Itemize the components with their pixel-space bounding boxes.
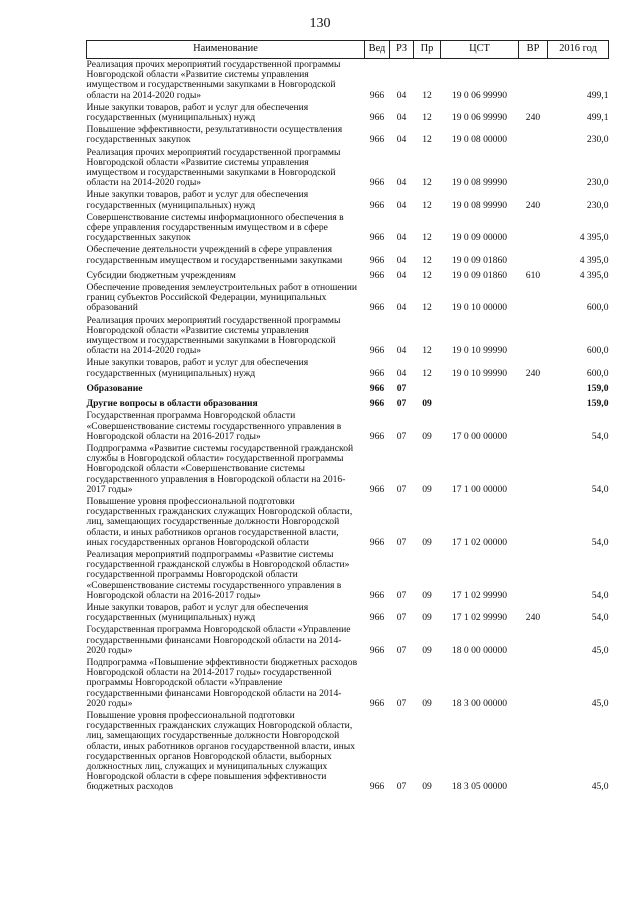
row-rz: 07 [396, 382, 407, 394]
row-cst: 19 0 08 99990 [451, 177, 508, 189]
table-header-row [87, 41, 609, 59]
row-name: Реализация прочих мероприятий государственной программы Новгородской области «Развитие системы управления имуществом и государственными закупками в Новгородской области на 2014-2020 годы» [86, 146, 341, 189]
row-ved: 966 [369, 398, 385, 410]
budget-table [86, 40, 609, 794]
row-rz: 07 [396, 781, 407, 793]
row-name: Государственная программа Новгородской области «Совершенствование системы государственного управления в Новгородской области на 2016-2017 годы» [86, 410, 342, 442]
row-ved: 966 [369, 430, 385, 442]
row-pr: 09 [422, 589, 432, 601]
row-cst: 19 0 10 99990 [451, 367, 508, 379]
table-row [87, 357, 609, 379]
row-pr: 09 [422, 536, 432, 548]
row-cst: 19 0 06 99990 [451, 112, 508, 124]
row-vr [519, 710, 548, 794]
row-cst [441, 380, 519, 395]
row-ved: 966 [369, 177, 385, 189]
table-row [87, 395, 609, 410]
header-pr: Пр [414, 41, 441, 59]
row-ved: 966 [369, 536, 385, 548]
table-row [87, 282, 609, 315]
row-amount: 54,0 [591, 483, 609, 495]
row-pr: 12 [422, 269, 432, 281]
row-vr [519, 410, 548, 443]
row-name: Субсидии бюджетным учреждениям [86, 269, 236, 281]
header-cst: ЦСТ [441, 41, 519, 59]
row-name: Подпрограмма «Повышение эффективности бюджетных расходов Новгородской области на 2014-2017 годы» государственной программы Новгородской области «Управление государственными финансами Новгородской области на 2014-2020 годы» [86, 656, 358, 709]
row-ved: 966 [369, 134, 385, 146]
row-amount: 600,0 [586, 367, 609, 379]
row-rz: 04 [396, 89, 407, 101]
row-pr: 09 [422, 781, 432, 793]
row-vr: 240 [525, 612, 541, 624]
row-vr [519, 496, 548, 549]
row-name: Иные закупки товаров, работ и услуг для обеспечения государственных (муниципальных) нужд [86, 101, 309, 124]
row-rz: 04 [396, 177, 407, 189]
table-row [87, 102, 609, 124]
row-pr: 12 [422, 112, 432, 124]
row-amount: 54,0 [591, 612, 609, 624]
row-rz: 04 [396, 199, 407, 211]
row-pr: 09 [422, 644, 432, 656]
page-number: 130 [309, 16, 331, 31]
row-ved: 966 [369, 199, 385, 211]
row-cst: 17 1 02 00000 [451, 536, 508, 548]
row-cst: 17 0 00 00000 [451, 430, 508, 442]
table-row [87, 657, 609, 710]
row-rz: 07 [396, 612, 407, 624]
table-row [87, 710, 609, 794]
row-pr: 12 [422, 232, 432, 244]
row-vr [519, 59, 548, 102]
header-name: Наименование [87, 41, 365, 59]
row-rz: 07 [396, 644, 407, 656]
row-vr [519, 395, 548, 410]
row-name: Реализация прочих мероприятий государственной программы Новгородской области «Развитие системы управления имуществом и государственными закупками в Новгородской области на 2014-2020 годы» [86, 59, 341, 101]
table-row [87, 267, 609, 282]
row-amount: 159,0 [586, 382, 609, 394]
row-cst: 17 1 00 00000 [451, 483, 508, 495]
row-rz: 04 [396, 302, 407, 314]
row-pr: 12 [422, 345, 432, 357]
row-ved: 966 [369, 589, 385, 601]
row-amount: 54,0 [591, 589, 609, 601]
table-row [87, 380, 609, 395]
row-amount: 4 395,0 [579, 232, 609, 244]
table-row [87, 602, 609, 624]
row-name: Реализация прочих мероприятий государственной программы Новгородской области «Развитие системы управления имуществом и государственными закупками в Новгородской области на 2014-2020 годы» [86, 314, 341, 357]
header-vr: ВР [519, 41, 548, 59]
row-cst: 19 0 09 00000 [451, 232, 508, 244]
row-rz: 07 [396, 398, 407, 410]
row-pr: 12 [422, 254, 432, 266]
row-cst [441, 395, 519, 410]
row-amount: 54,0 [591, 430, 609, 442]
row-ved: 966 [369, 254, 385, 266]
row-name: Иные закупки товаров, работ и услуг для обеспечения государственных (муниципальных) нужд [86, 189, 309, 211]
row-amount: 499,1 [586, 89, 609, 101]
row-vr [519, 244, 548, 266]
row-amount: 45,0 [591, 697, 609, 709]
row-ved: 966 [369, 382, 385, 394]
row-name: Государственная программа Новгородской области «Управление государственными финансами Новгородской области на 2014-2020 годы» [86, 624, 351, 656]
row-pr: 12 [422, 199, 432, 211]
row-ved: 966 [369, 697, 385, 709]
row-name: Иные закупки товаров, работ и услуг для обеспечения государственных (муниципальных) нужд [86, 601, 309, 624]
table-row [87, 410, 609, 443]
header-year: 2016 год [548, 41, 609, 59]
table-row [87, 624, 609, 657]
row-amount: 230,0 [586, 177, 609, 189]
row-amount: 45,0 [591, 781, 609, 793]
row-name: Образование [86, 382, 143, 394]
row-vr [519, 124, 548, 146]
row-name: Обеспечение деятельности учреждений в сфере управления государственным имуществом и государственными закупками [86, 244, 343, 266]
row-rz: 04 [396, 254, 407, 266]
row-rz: 07 [396, 430, 407, 442]
row-amount: 159,0 [586, 398, 609, 410]
table-body [87, 59, 609, 794]
row-rz: 04 [396, 345, 407, 357]
table-row [87, 315, 609, 358]
row-vr: 610 [525, 269, 541, 281]
row-cst: 18 3 05 00000 [451, 781, 508, 793]
row-rz: 04 [396, 367, 407, 379]
table-row [87, 549, 609, 602]
row-amount: 230,0 [586, 199, 609, 211]
row-cst: 19 0 10 00000 [451, 302, 508, 314]
row-ved: 966 [369, 269, 385, 281]
row-amount: 4 395,0 [579, 254, 609, 266]
row-ved: 966 [369, 302, 385, 314]
row-ved: 966 [369, 345, 385, 357]
row-vr [519, 624, 548, 657]
header-ved: Вед [365, 41, 390, 59]
row-vr [519, 657, 548, 710]
row-vr: 240 [525, 112, 541, 124]
row-rz: 07 [396, 589, 407, 601]
row-name: Реализация мероприятий подпрограммы «Развитие системы государственной гражданской службы в Новгородской области» государственной программы Новгородской области «Совершенствование системы государственного управления в Новгородской области на 2016-2017 годы» [86, 548, 350, 601]
table-row [87, 244, 609, 266]
row-amount: 230,0 [586, 134, 609, 146]
row-ved: 966 [369, 89, 385, 101]
row-cst: 19 0 08 99990 [451, 199, 508, 211]
row-vr [519, 443, 548, 496]
row-pr: 09 [422, 430, 432, 442]
row-ved: 966 [369, 644, 385, 656]
row-amount: 54,0 [591, 536, 609, 548]
table-row [87, 189, 609, 211]
header-rz: РЗ [390, 41, 414, 59]
row-ved: 966 [369, 367, 385, 379]
row-rz: 04 [396, 232, 407, 244]
row-amount: 499,1 [586, 112, 609, 124]
row-vr [519, 315, 548, 358]
row-name: Повышение уровня профессиональной подготовки государственных гражданских служащих Новгородской области, лиц, замещающих государственные должности Новгородской области, и иных работников органов государственной власти, иных государственных органов Новгородской области [86, 495, 353, 548]
row-pr: 09 [422, 612, 432, 624]
row-rz: 07 [396, 483, 407, 495]
row-cst: 18 3 00 00000 [451, 697, 508, 709]
table-row [87, 443, 609, 496]
row-ved: 966 [369, 232, 385, 244]
row-rz: 04 [396, 112, 407, 124]
table-row [87, 124, 609, 146]
row-ved: 966 [369, 483, 385, 495]
row-ved: 966 [369, 112, 385, 124]
row-cst: 19 0 10 99990 [451, 345, 508, 357]
table-row [87, 496, 609, 549]
row-name: Повышение уровня профессиональной подготовки государственных гражданских служащих Новгородской области, лиц, замещающих государственные должности Новгородской области, иных работников органов государственной власти, иных государственных органов Новгородской области, выборных должностных лиц, служащих и муниципальных служащих Новгородской области в сфере повышения эффективности бюджетных расходов [86, 709, 356, 793]
row-cst: 19 0 09 01860 [451, 269, 508, 281]
row-cst: 19 0 06 99990 [451, 89, 508, 101]
row-rz: 04 [396, 269, 407, 281]
row-name: Обеспечение проведения землеустроительных работ в отношении границ субъектов Российской Федерации, муниципальных образований [86, 282, 358, 314]
row-amount: 600,0 [586, 302, 609, 314]
row-rz: 07 [396, 697, 407, 709]
row-rz: 04 [396, 134, 407, 146]
row-pr: 09 [422, 483, 432, 495]
row-vr: 240 [525, 367, 541, 379]
row-amount: 4 395,0 [579, 269, 609, 281]
row-name: Иные закупки товаров, работ и услуг для обеспечения государственных (муниципальных) нужд [86, 357, 309, 379]
row-pr: 12 [422, 302, 432, 314]
table-row [87, 147, 609, 190]
table-row [87, 212, 609, 245]
row-amount: 45,0 [591, 644, 609, 656]
row-vr [519, 212, 548, 245]
row-pr: 12 [422, 177, 432, 189]
row-ved: 966 [369, 612, 385, 624]
row-cst: 18 0 00 00000 [451, 644, 508, 656]
row-amount: 600,0 [586, 345, 609, 357]
row-vr [519, 549, 548, 602]
row-cst: 17 1 02 99990 [451, 612, 508, 624]
row-pr: 12 [422, 367, 432, 379]
row-vr [519, 282, 548, 315]
row-name: Совершенствование системы информационного обеспечения в сфере управления государственным имуществом и в сфере государственных закупок [86, 211, 344, 244]
row-cst: 19 0 09 01860 [451, 254, 508, 266]
table-row [87, 59, 609, 102]
row-ved: 966 [369, 781, 385, 793]
row-pr: 09 [422, 697, 432, 709]
row-pr: 12 [422, 134, 432, 146]
row-pr [414, 380, 441, 395]
row-vr [519, 147, 548, 190]
row-name: Другие вопросы в области образования [86, 398, 258, 410]
row-vr: 240 [525, 199, 541, 211]
row-pr: 09 [422, 398, 432, 410]
row-cst: 17 1 02 99990 [451, 589, 508, 601]
row-pr: 12 [422, 89, 432, 101]
row-cst: 19 0 08 00000 [451, 134, 508, 146]
row-vr [519, 380, 548, 395]
row-rz: 07 [396, 536, 407, 548]
row-name: Подпрограмма «Развитие системы государственной гражданской службы в Новгородской области» государственной программы Новгородской области «Совершенствование системы государственного управления в Новгородской области на 2016-2017 годы» [86, 442, 354, 495]
row-name: Повышение эффективности, результативности осуществления государственных закупок [86, 124, 343, 146]
